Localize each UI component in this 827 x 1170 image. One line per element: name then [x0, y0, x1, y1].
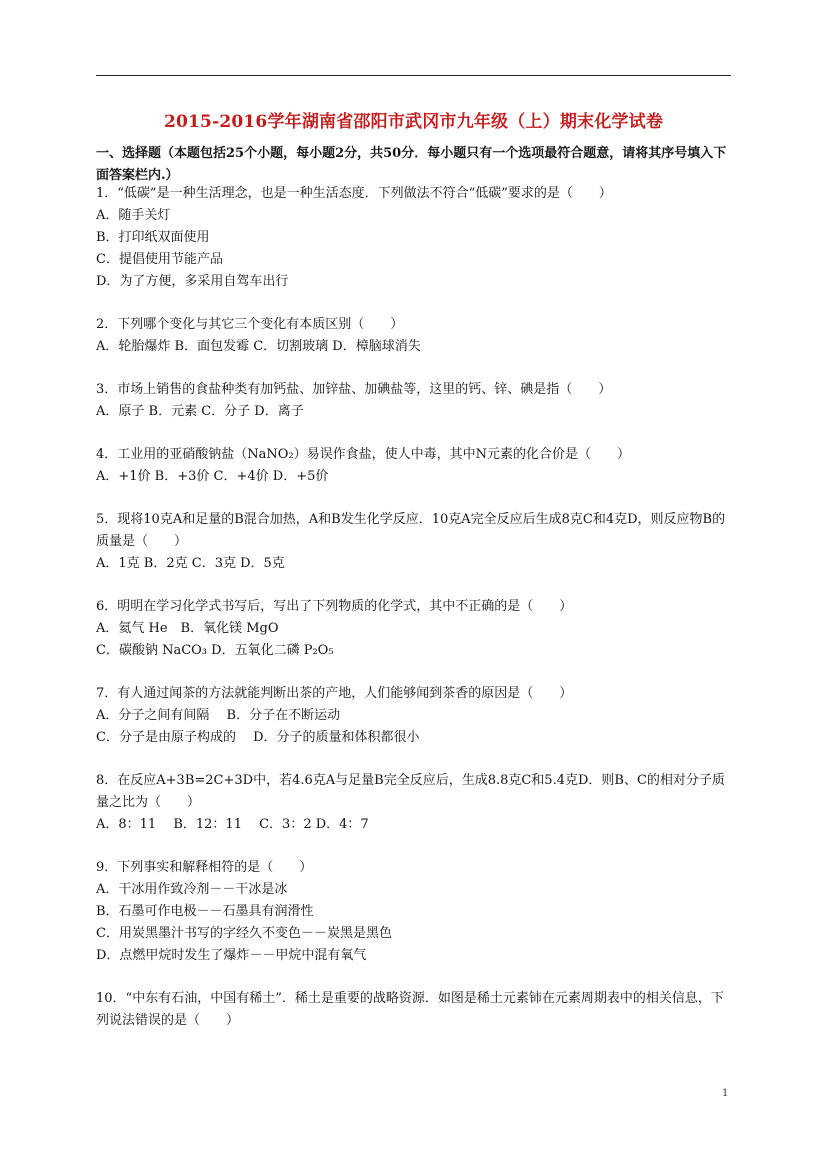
question-stem: 5．现将10克A和足量的B混合加热，A和B发生化学反应．10克A完全反应后生成8克C和4克D，则反应物B的质量是（ ） — [96, 512, 726, 549]
question-option: A．氦气 He B．氧化镁 MgO — [96, 621, 279, 636]
question-option: B．石墨可作电极－－石墨具有润滑性 — [96, 904, 314, 919]
question-block — [96, 857, 736, 967]
question-stem: 2．下列哪个变化与其它三个变化有本质区别（ ） — [96, 317, 404, 332]
question-block — [96, 988, 736, 1032]
question-option: A．8：11 B．12：11 C．3：2 D．4：7 — [96, 817, 369, 832]
question-block — [96, 444, 736, 488]
page-number: 1 — [722, 1088, 729, 1099]
question-option: A．干冰用作致冷剂－－干冰是冰 — [96, 882, 288, 897]
question-option: C．提倡使用节能产品 — [96, 252, 223, 267]
question-option: A．+1价 B．+3价 C．+4价 D．+5价 — [96, 469, 329, 484]
question-option: A．轮胎爆炸 B．面包发霉 C．切割玻璃 D．樟脑球消失 — [96, 339, 421, 354]
question-option: A．原子 B．元素 C．分子 D．离子 — [96, 404, 304, 419]
question-stem: 8．在反应A+3B=2C+3D中，若4.6克A与足量B完全反应后，生成8.8克C和5.4克D．则B、C的相对分子质量之比为（ ） — [96, 773, 725, 810]
question-option: C．分子是由原子构成的 D．分子的质量和体积都很小 — [96, 730, 420, 745]
question-stem: 6．明明在学习化学式书写后，写出了下列物质的化学式，其中不正确的是（ ） — [96, 599, 573, 614]
question-block — [96, 314, 736, 358]
question-option: D．点燃甲烷时发生了爆炸－－甲烷中混有氧气 — [96, 948, 367, 963]
question-option: A．1克 B．2克 C．3克 D．5克 — [96, 556, 285, 571]
question-option: B．打印纸双面使用 — [96, 230, 210, 245]
question-block — [96, 183, 736, 293]
question-option: D．为了方便，多采用自驾车出行 — [96, 274, 289, 289]
question-block — [96, 683, 736, 749]
question-stem: 7．有人通过闻茶的方法就能判断出茶的产地，人们能够闻到茶香的原因是（ ） — [96, 686, 573, 701]
question-option: A．随手关灯 — [96, 208, 171, 223]
question-option: A．分子之间有间隔 B．分子在不断运动 — [96, 708, 341, 723]
question-list — [96, 183, 736, 1053]
question-stem: 10．“中东有石油，中国有稀土”．稀土是重要的战略资源．如图是稀土元素铈在元素周期表中的相关信息，下列说法错误的是（ ） — [96, 991, 724, 1028]
question-stem: 1．“低碳”是一种生活理念，也是一种生活态度．下列做法不符合“低碳”要求的是（ ） — [96, 186, 612, 201]
question-option: C．用炭黑墨汁书写的字经久不变色－－炭黑是黑色 — [96, 926, 392, 941]
question-block — [96, 379, 736, 423]
header-rule — [96, 75, 731, 76]
question-stem: 4．工业用的亚硝酸钠盐（NaNO₂）易误作食盐，使人中毒，其中N元素的化合价是（ ） — [96, 447, 631, 462]
page-title: 2015-2016学年湖南省邵阳市武冈市九年级（上）期末化学试卷 — [163, 112, 664, 132]
question-block — [96, 596, 736, 662]
question-stem: 9．下列事实和解释相符的是（ ） — [96, 860, 313, 875]
question-option: C．碳酸钠 NaCO₃ D．五氧化二磷 P₂O₅ — [96, 643, 334, 658]
question-block — [96, 509, 736, 575]
question-block — [96, 770, 736, 836]
section-heading: 一、选择题（本题包括25个小题，每小题2分，共50分．每小题只有一个选项最符合题意，请将其序号填入下面答案栏内.） — [96, 146, 727, 183]
question-stem: 3．市场上销售的食盐种类有加钙盐、加锌盐、加碘盐等，这里的钙、锌、碘是指（ ） — [96, 382, 612, 397]
